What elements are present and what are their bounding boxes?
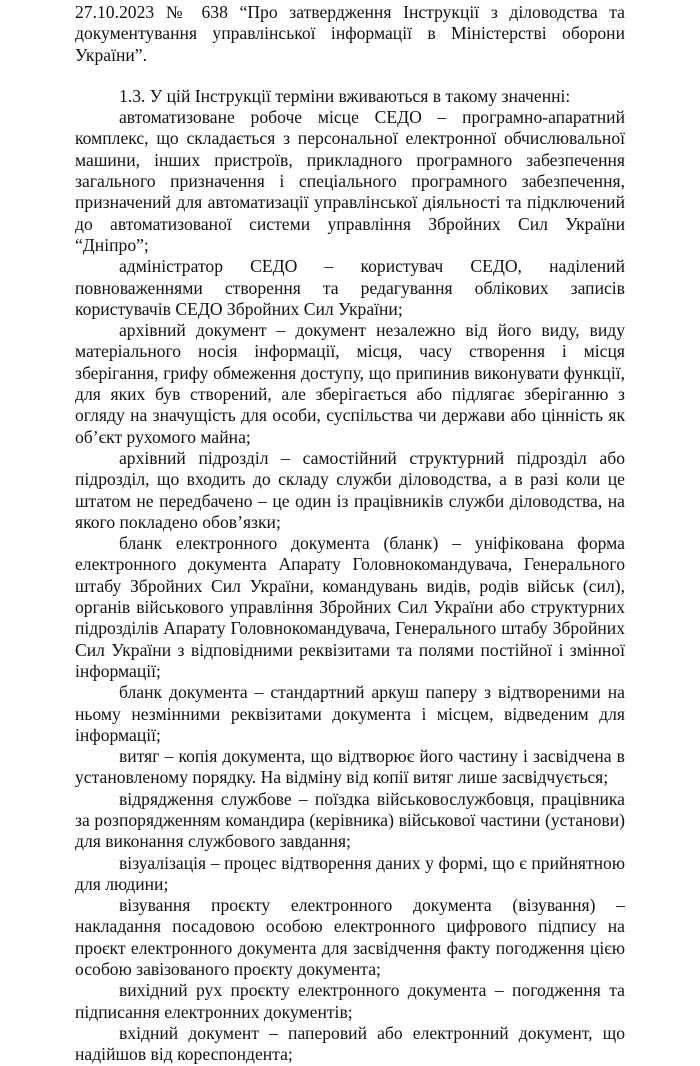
definition-paragraph: бланк документа – стандартний аркуш паперу з відтвореними на ньому незмінними реквізитами документа і місцем, відведеним для інформації; <box>75 682 625 745</box>
section-heading: 1.3. У цій Інструкції терміни вживаються в такому значенні: <box>119 85 571 106</box>
definition-paragraph: архівний підрозділ – самостійний структурний підрозділ або підрозділ, що входить до складу служби діловодства, а в разі коли це штатом не передбачено – це один із працівників служби діловодства, на якого покладено обов’язки; <box>75 447 625 532</box>
definition-paragraph: адміністратор СЕДО – користувач СЕДО, наділений повноваженнями створення та редагування облікових записів користувачів СЕДО Збройних Сил України; <box>75 256 625 319</box>
definition-paragraph: вихідний рух проєкту електронного документа – погодження та підписання електронних документів; <box>75 980 625 1022</box>
definition-paragraph: візуалізація – процес відтворення даних у формі, що є прийнятною для людини; <box>75 852 625 894</box>
definition-paragraph: архівний документ – документ незалежно від його виду, виду матеріального носія інформації, місця, часу створення і місця зберігання, грифу обмеження доступу, що припинив виконувати функції, для яких був створений, але зберігається або підлягає зберіганню з огляду на значущість для особи, суспільства чи держави або цінність як об’єкт рухомого майна; <box>75 320 625 447</box>
definition-paragraph: автоматизоване робоче місце СЕДО – програмно-апаратний комплекс, що складається з персональної електронної обчислювальної машини, інших пристроїв, прикладного програмного забезпечення загального призначення і спеціального програмного забезпечення, призначений для автоматизації управлінської діяльності та підключений до автоматизованої системи управління Збройних Сил України “Дніпро”; <box>75 107 625 255</box>
definition-paragraph: витяг – копія документа, що відтворює його частину і засвідчена в установленому порядку. На відміну від копії витяг лише засвідчується; <box>75 746 625 788</box>
definition-paragraph: візування проєкту електронного документа (візування) – накладання посадовою особою електронного цифрового підпису на проєкт електронного документа для засвідчення факту погодження цією особою завізованого проєкту документа; <box>75 895 625 980</box>
intro-paragraph: 27.10.2023 № 638 “Про затвердження Інструкції з діловодства та документування управлінської інформації в Міністерстві оборони України”. <box>75 2 625 65</box>
document-page <box>75 0 625 1066</box>
definition-paragraph: бланк електронного документа (бланк) – уніфікована форма електронного документа Апарату Головнокомандувача, Генерального штабу Збройних Сил України, командувань видів, родів військ (сил), органів військового управління Збройних Сил України або структурних підрозділів Апарату Головнокомандувача, Генерального штабу Збройних Сил України з відповідними реквізитами та полями постійної і змінної інформації; <box>75 533 625 681</box>
definition-paragraph: відрядження службове – поїздка військовослужбовця, працівника за розпорядженням командира (керівника) військової частини (установи) для виконання службового завдання; <box>75 788 625 852</box>
definition-paragraph: вхідний документ – паперовий або електронний документ, що надійшов від кореспондента; <box>75 1022 625 1065</box>
